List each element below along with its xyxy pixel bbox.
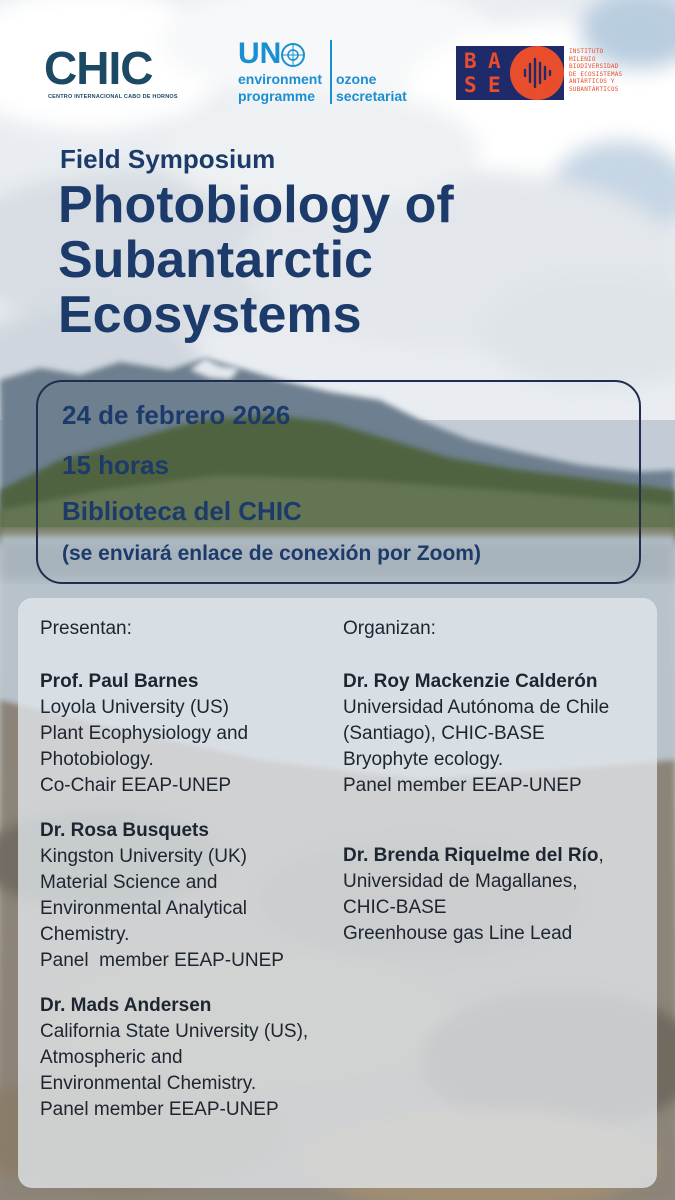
organizer-detail: CHIC-BASE (343, 897, 447, 918)
presenter-detail: Photobiology. (40, 749, 154, 770)
presenter-detail: Material Science and (40, 872, 218, 893)
event-date: 24 de febrero 2026 (62, 400, 291, 430)
soundwave-icon (510, 46, 564, 100)
organizer-detail: (Santiago), CHIC-BASE (343, 723, 545, 744)
presenter-name: Prof. Paul Barnes (40, 671, 199, 692)
presenter-detail: California State University (US), (40, 1021, 309, 1042)
un-logo-environment: environment (238, 71, 323, 87)
presenter-detail: Environmental Analytical (40, 898, 247, 919)
base-letter-b: B (464, 49, 477, 73)
un-emblem-icon (280, 42, 306, 68)
base-logo-text: INSTITUTO MILENIO BIODIVERSIDAD DE ECOSISTEMAS ANTÁRTICOS Y SUBANTÁRTICOS (569, 48, 623, 93)
presenter-detail: Atmospheric and (40, 1047, 183, 1068)
event-title-line: Subantarctic (58, 231, 373, 289)
event-title (58, 178, 638, 343)
chic-logo-wordmark: CHIC (44, 42, 153, 94)
organizer-entry (343, 669, 655, 799)
base-letter-e: E (488, 73, 501, 97)
presenter-entry (40, 993, 345, 1123)
presenter-detail: Kingston University (UK) (40, 846, 247, 867)
organizer-detail: Greenhouse gas Line Lead (343, 923, 573, 944)
event-title-line: Ecosystems (58, 286, 362, 344)
organizer-name: Dr. Roy Mackenzie Calderón (343, 671, 598, 692)
base-logo-circle (510, 46, 564, 100)
un-logo-divider (330, 40, 332, 104)
event-type: Field Symposium (60, 144, 276, 174)
chic-logo (44, 44, 176, 104)
presenter-detail: Plant Ecophysiology and (40, 723, 249, 744)
organizer-entry (343, 843, 655, 947)
base-letter-a: A (488, 49, 501, 73)
event-zoom-note: (se enviará enlace de conexión por Zoom) (62, 542, 481, 565)
unep-ozone-logo (238, 38, 413, 108)
organizer-name: Dr. Brenda Riquelme del Río (343, 845, 599, 866)
presenter-entry (40, 818, 345, 974)
presenters-column (40, 616, 345, 1123)
event-title-line: Photobiology of (58, 176, 454, 234)
un-logo-wordmark: UN (238, 37, 282, 70)
base-logo (456, 46, 631, 102)
presenter-detail: Environmental Chemistry. (40, 1073, 257, 1094)
organizer-name-suffix: , (598, 845, 604, 866)
presenter-detail: Chemistry. (40, 924, 130, 945)
organizer-detail: Bryophyte ecology. (343, 749, 504, 770)
presenter-detail: Co-Chair EEAP-UNEP (40, 775, 232, 796)
organizers-heading: Organizan: (343, 618, 436, 639)
event-location: Biblioteca del CHIC (62, 496, 302, 526)
chic-logo-subtitle: CENTRO INTERNACIONAL CABO DE HORNOS (48, 94, 178, 100)
presenter-name: Dr. Mads Andersen (40, 995, 212, 1016)
organizers-column (343, 616, 655, 947)
base-letter-s: S (464, 73, 477, 97)
presenter-name: Dr. Rosa Busquets (40, 820, 209, 841)
presenter-detail: Loyola University (US) (40, 697, 229, 718)
un-logo-ozone: ozone (336, 71, 377, 87)
un-logo-secretariat: secretariat (336, 88, 407, 104)
speakers-panel (18, 598, 657, 1188)
organizer-detail: Panel member EEAP-UNEP (343, 775, 582, 796)
organizer-detail: Universidad de Magallanes, (343, 871, 578, 892)
event-details-box (36, 380, 641, 584)
presenter-entry (40, 669, 345, 799)
base-logo-box (456, 46, 564, 100)
organizer-detail: Universidad Autónoma de Chile (343, 697, 610, 718)
presenter-detail: Panel member EEAP-UNEP (40, 950, 284, 971)
event-time: 15 horas (62, 450, 169, 480)
presenter-detail: Panel member EEAP-UNEP (40, 1099, 279, 1120)
un-logo-programme: programme (238, 88, 316, 104)
organizer-name-line (343, 843, 655, 869)
presenters-heading: Presentan: (40, 618, 132, 639)
